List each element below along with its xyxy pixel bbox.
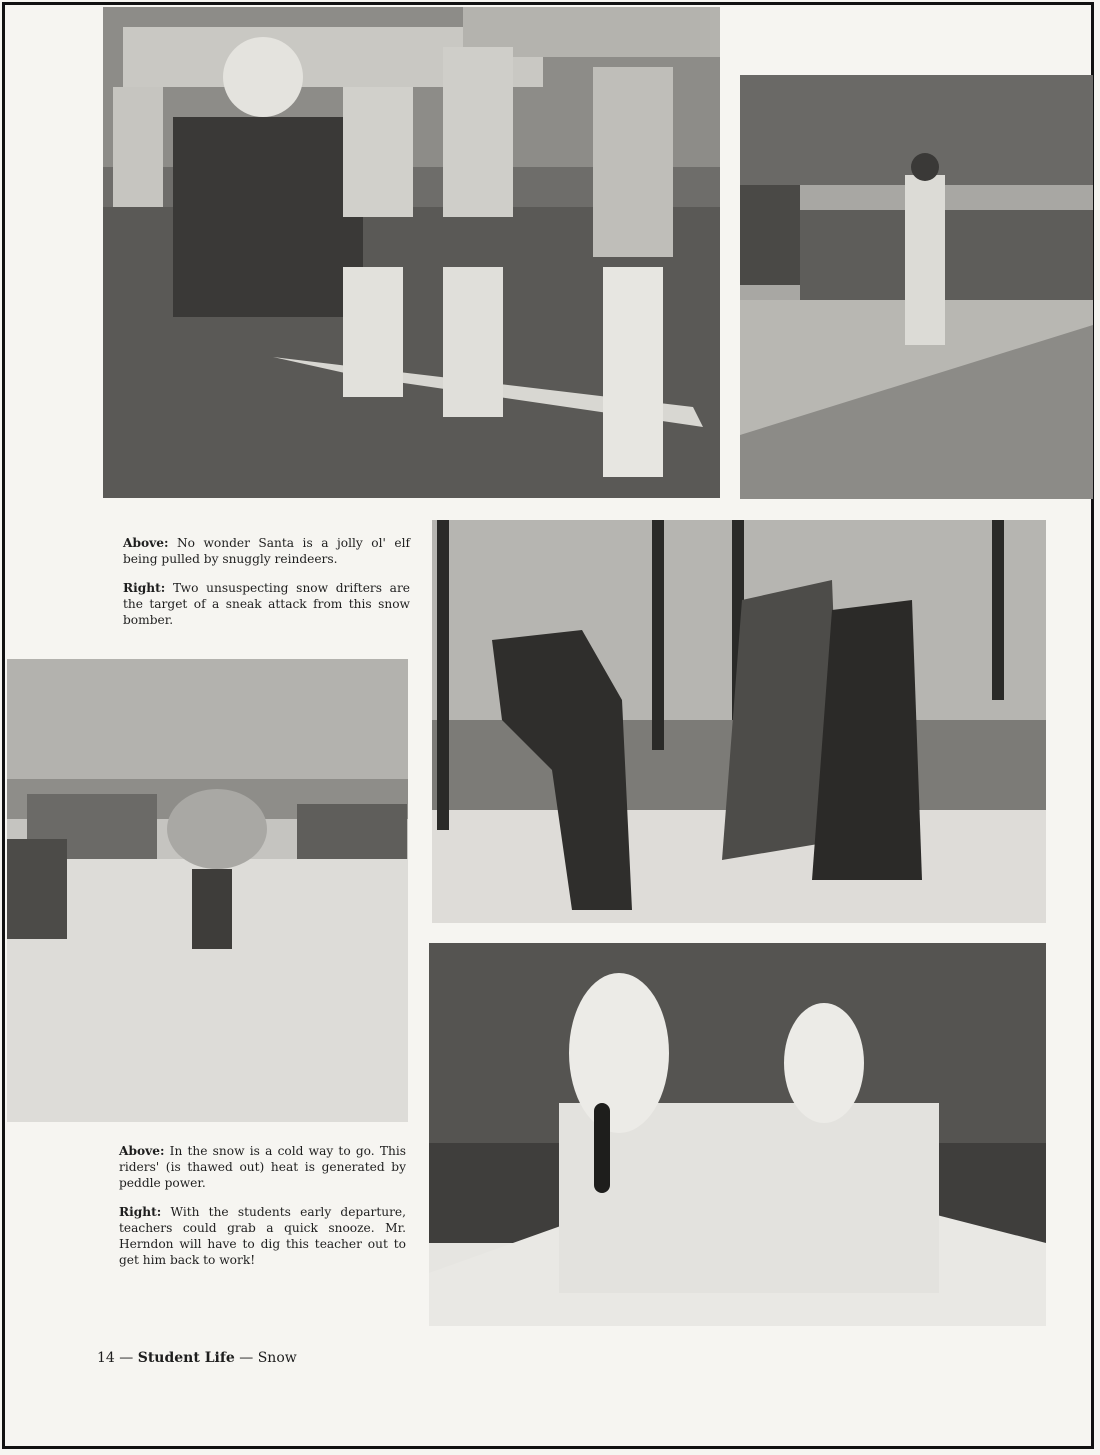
footer-separator: — xyxy=(234,1350,258,1366)
footer-section: Student Life xyxy=(137,1350,235,1366)
top-caption xyxy=(123,535,410,641)
page-number: 14 xyxy=(97,1350,115,1366)
caption-label: Right: xyxy=(123,581,166,595)
snoopy-snow-sculpture-photo xyxy=(429,943,1046,1326)
caption-label: Right: xyxy=(119,1205,162,1219)
caption-text: No wonder Santa is a jolly ol' elf being pulled by snuggly reindeers. xyxy=(123,536,410,566)
caption-above-santa xyxy=(123,535,410,567)
caption-label: Above: xyxy=(123,536,169,550)
footer-separator: — xyxy=(114,1350,138,1366)
caption-right-snow-drifters xyxy=(123,580,410,628)
caption-label: Above: xyxy=(119,1144,165,1158)
page-footer xyxy=(97,1350,297,1366)
caption-right-snoopy xyxy=(119,1204,406,1268)
caption-text: Two unsuspecting snow drifters are the target of a sneak attack from this snow bomber. xyxy=(123,581,410,627)
caption-text: In the snow is a cold way to go. This riders' (is thawed out) heat is generated by peddle power. xyxy=(119,1144,406,1190)
snow-bomber-photo xyxy=(740,75,1093,499)
caption-text: With the students early departure, teachers could grab a quick snooze. Mr. Herndon will have to dig this teacher out to get him back to work! xyxy=(119,1205,406,1267)
footer-topic: Snow xyxy=(257,1350,297,1366)
bottom-caption xyxy=(119,1143,406,1281)
bicycle-rider-photo xyxy=(7,659,408,1122)
parade-santa-photo xyxy=(103,7,720,498)
caption-above-bicycle xyxy=(119,1143,406,1191)
snow-drifters-photo xyxy=(432,520,1046,923)
